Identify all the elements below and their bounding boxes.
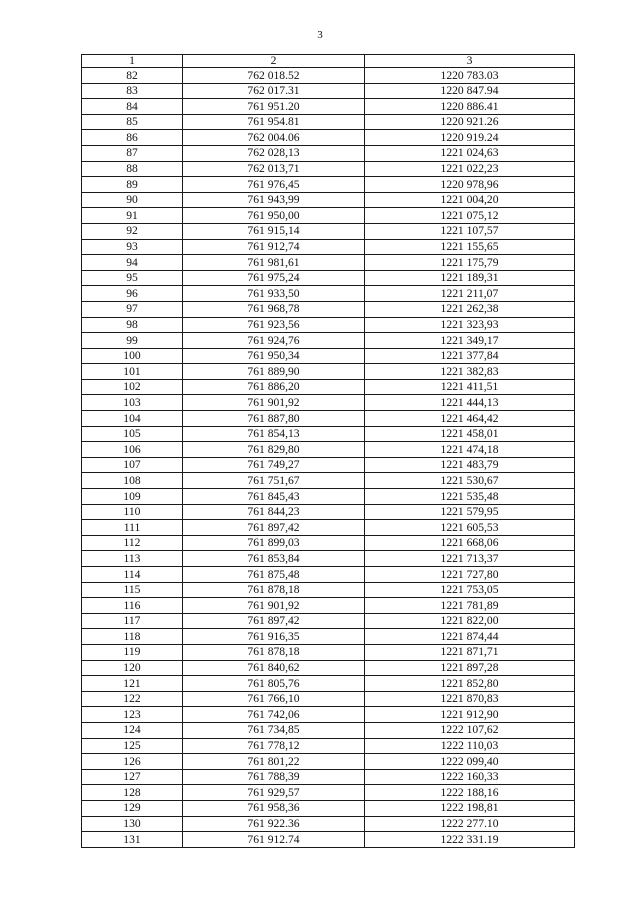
point-number-cell: 82 bbox=[82, 68, 183, 84]
coordinate-y-cell: 1221 211,07 bbox=[365, 286, 575, 302]
coordinate-y-cell: 1221 155,65 bbox=[365, 239, 575, 255]
coordinate-x-cell: 761 951.20 bbox=[183, 99, 365, 115]
table-row bbox=[82, 395, 575, 411]
coordinate-x-cell: 761 878,18 bbox=[183, 582, 365, 598]
coordinate-y-cell: 1221 727,80 bbox=[365, 567, 575, 583]
table-row bbox=[82, 379, 575, 395]
coordinate-x-cell: 761 801,22 bbox=[183, 754, 365, 770]
table-row bbox=[82, 364, 575, 380]
table-row bbox=[82, 676, 575, 692]
coordinate-x-cell: 761 875,48 bbox=[183, 567, 365, 583]
point-number-cell: 98 bbox=[82, 317, 183, 333]
point-number-cell: 122 bbox=[82, 691, 183, 707]
point-number-cell: 97 bbox=[82, 301, 183, 317]
coordinate-x-cell: 761 915,14 bbox=[183, 223, 365, 239]
point-number-cell: 83 bbox=[82, 83, 183, 99]
table-row bbox=[82, 629, 575, 645]
point-number-cell: 123 bbox=[82, 707, 183, 723]
coordinate-y-cell: 1221 323,93 bbox=[365, 317, 575, 333]
table-row bbox=[82, 99, 575, 115]
table-row bbox=[82, 192, 575, 208]
coordinate-y-cell: 1222 099,40 bbox=[365, 754, 575, 770]
coordinate-y-cell: 1221 753,05 bbox=[365, 582, 575, 598]
coordinate-x-cell: 761 968,78 bbox=[183, 301, 365, 317]
table-row bbox=[82, 551, 575, 567]
coordinate-y-cell: 1221 022,23 bbox=[365, 161, 575, 177]
point-number-cell: 107 bbox=[82, 457, 183, 473]
table-row bbox=[82, 130, 575, 146]
coordinate-y-cell: 1221 871,71 bbox=[365, 644, 575, 660]
point-number-cell: 84 bbox=[82, 99, 183, 115]
point-number-cell: 128 bbox=[82, 785, 183, 801]
coordinate-x-cell: 761 840,62 bbox=[183, 660, 365, 676]
point-number-cell: 102 bbox=[82, 379, 183, 395]
point-number-cell: 86 bbox=[82, 130, 183, 146]
point-number-cell: 100 bbox=[82, 348, 183, 364]
coordinate-x-cell: 761 922.36 bbox=[183, 816, 365, 832]
table-header-row bbox=[82, 55, 575, 68]
table-row bbox=[82, 691, 575, 707]
coordinate-x-cell: 762 028,13 bbox=[183, 145, 365, 161]
point-number-cell: 110 bbox=[82, 504, 183, 520]
table-row bbox=[82, 738, 575, 754]
coordinate-y-cell: 1221 668,06 bbox=[365, 535, 575, 551]
point-number-cell: 106 bbox=[82, 442, 183, 458]
coordinate-y-cell: 1221 458,01 bbox=[365, 426, 575, 442]
coordinate-x-cell: 761 897,42 bbox=[183, 613, 365, 629]
table-row bbox=[82, 286, 575, 302]
coordinate-x-cell: 761 805,76 bbox=[183, 676, 365, 692]
coordinate-x-cell: 762 017.31 bbox=[183, 83, 365, 99]
coordinate-y-cell: 1222 110,03 bbox=[365, 738, 575, 754]
point-number-cell: 88 bbox=[82, 161, 183, 177]
point-number-cell: 109 bbox=[82, 489, 183, 505]
coordinate-y-cell: 1222 277.10 bbox=[365, 816, 575, 832]
coordinate-x-cell: 761 954.81 bbox=[183, 114, 365, 130]
point-number-cell: 85 bbox=[82, 114, 183, 130]
coordinate-x-cell: 761 887,80 bbox=[183, 411, 365, 427]
coordinate-x-cell: 761 778,12 bbox=[183, 738, 365, 754]
point-number-cell: 131 bbox=[82, 832, 183, 848]
table-row bbox=[82, 769, 575, 785]
coordinate-x-cell: 761 854,13 bbox=[183, 426, 365, 442]
table-row bbox=[82, 442, 575, 458]
coordinate-x-cell: 761 901,92 bbox=[183, 598, 365, 614]
coordinate-x-cell: 761 916,35 bbox=[183, 629, 365, 645]
coordinate-y-cell: 1221 349,17 bbox=[365, 333, 575, 349]
coordinate-y-cell: 1221 464,42 bbox=[365, 411, 575, 427]
coordinate-x-cell: 761 829,80 bbox=[183, 442, 365, 458]
coordinate-x-cell: 761 788,39 bbox=[183, 769, 365, 785]
coordinate-x-cell: 761 943,99 bbox=[183, 192, 365, 208]
coordinate-y-cell: 1221 075,12 bbox=[365, 208, 575, 224]
point-number-cell: 120 bbox=[82, 660, 183, 676]
table-row bbox=[82, 177, 575, 193]
table-row bbox=[82, 161, 575, 177]
table-row bbox=[82, 145, 575, 161]
coordinate-y-cell: 1221 189,31 bbox=[365, 270, 575, 286]
coordinate-x-cell: 761 878,18 bbox=[183, 644, 365, 660]
point-number-cell: 113 bbox=[82, 551, 183, 567]
coordinate-x-cell: 761 924,76 bbox=[183, 333, 365, 349]
coordinate-x-cell: 761 853,84 bbox=[183, 551, 365, 567]
coordinate-y-cell: 1220 783.03 bbox=[365, 68, 575, 84]
table-row bbox=[82, 255, 575, 271]
column-header-3: 3 bbox=[365, 55, 575, 68]
coordinate-x-cell: 761 766,10 bbox=[183, 691, 365, 707]
point-number-cell: 118 bbox=[82, 629, 183, 645]
coordinate-y-cell: 1220 886.41 bbox=[365, 99, 575, 115]
table-row bbox=[82, 411, 575, 427]
coordinate-x-cell: 761 886,20 bbox=[183, 379, 365, 395]
coordinate-x-cell: 761 751,67 bbox=[183, 473, 365, 489]
point-number-cell: 115 bbox=[82, 582, 183, 598]
coordinate-x-cell: 761 976,45 bbox=[183, 177, 365, 193]
coordinate-x-cell: 761 950,34 bbox=[183, 348, 365, 364]
coordinate-x-cell: 761 844,23 bbox=[183, 504, 365, 520]
coordinate-y-cell: 1221 912,90 bbox=[365, 707, 575, 723]
table-row bbox=[82, 114, 575, 130]
coordinate-x-cell: 761 923,56 bbox=[183, 317, 365, 333]
coordinate-x-cell: 762 018.52 bbox=[183, 68, 365, 84]
column-header-1: 1 bbox=[82, 55, 183, 68]
coordinate-y-cell: 1220 978,96 bbox=[365, 177, 575, 193]
table-row bbox=[82, 317, 575, 333]
point-number-cell: 112 bbox=[82, 535, 183, 551]
coordinate-x-cell: 761 912,74 bbox=[183, 239, 365, 255]
coordinate-x-cell: 761 749,27 bbox=[183, 457, 365, 473]
coordinate-x-cell: 761 912.74 bbox=[183, 832, 365, 848]
table-row bbox=[82, 722, 575, 738]
coordinate-y-cell: 1221 377,84 bbox=[365, 348, 575, 364]
point-number-cell: 127 bbox=[82, 769, 183, 785]
coordinate-y-cell: 1221 262,38 bbox=[365, 301, 575, 317]
table-row bbox=[82, 426, 575, 442]
coordinate-y-cell: 1221 175,79 bbox=[365, 255, 575, 271]
point-number-cell: 95 bbox=[82, 270, 183, 286]
coordinate-y-cell: 1221 382,83 bbox=[365, 364, 575, 380]
point-number-cell: 103 bbox=[82, 395, 183, 411]
point-number-cell: 89 bbox=[82, 177, 183, 193]
coordinate-x-cell: 761 933,50 bbox=[183, 286, 365, 302]
coordinate-y-cell: 1221 605,53 bbox=[365, 520, 575, 536]
table-row bbox=[82, 707, 575, 723]
table-row bbox=[82, 473, 575, 489]
point-number-cell: 99 bbox=[82, 333, 183, 349]
point-number-cell: 87 bbox=[82, 145, 183, 161]
coordinate-y-cell: 1221 781,89 bbox=[365, 598, 575, 614]
table-row bbox=[82, 832, 575, 848]
column-header-2: 2 bbox=[183, 55, 365, 68]
table-row bbox=[82, 489, 575, 505]
table-row bbox=[82, 457, 575, 473]
page-number: 3 bbox=[317, 29, 323, 41]
coordinate-y-cell: 1222 198,81 bbox=[365, 800, 575, 816]
point-number-cell: 130 bbox=[82, 816, 183, 832]
table-row bbox=[82, 535, 575, 551]
point-number-cell: 111 bbox=[82, 520, 183, 536]
point-number-cell: 125 bbox=[82, 738, 183, 754]
coordinate-y-cell: 1221 004,20 bbox=[365, 192, 575, 208]
point-number-cell: 124 bbox=[82, 722, 183, 738]
coordinate-y-cell: 1221 474,18 bbox=[365, 442, 575, 458]
coordinate-y-cell: 1221 579,95 bbox=[365, 504, 575, 520]
coordinate-x-cell: 761 901,92 bbox=[183, 395, 365, 411]
point-number-cell: 114 bbox=[82, 567, 183, 583]
table-row bbox=[82, 208, 575, 224]
point-number-cell: 92 bbox=[82, 223, 183, 239]
coordinate-x-cell: 762 004.06 bbox=[183, 130, 365, 146]
coordinate-y-cell: 1221 024,63 bbox=[365, 145, 575, 161]
coordinate-y-cell: 1221 107,57 bbox=[365, 223, 575, 239]
coordinate-x-cell: 761 950,00 bbox=[183, 208, 365, 224]
table-row bbox=[82, 644, 575, 660]
coordinate-x-cell: 761 742,06 bbox=[183, 707, 365, 723]
coordinate-y-cell: 1222 331.19 bbox=[365, 832, 575, 848]
table-row bbox=[82, 598, 575, 614]
table-row bbox=[82, 504, 575, 520]
coordinate-y-cell: 1221 411,51 bbox=[365, 379, 575, 395]
coordinate-y-cell: 1221 530,67 bbox=[365, 473, 575, 489]
table-row bbox=[82, 660, 575, 676]
coordinate-y-cell: 1221 713,37 bbox=[365, 551, 575, 567]
point-number-cell: 91 bbox=[82, 208, 183, 224]
point-number-cell: 119 bbox=[82, 644, 183, 660]
table-row bbox=[82, 582, 575, 598]
table-row bbox=[82, 754, 575, 770]
coordinate-y-cell: 1221 822,00 bbox=[365, 613, 575, 629]
point-number-cell: 93 bbox=[82, 239, 183, 255]
table-row bbox=[82, 68, 575, 84]
coordinate-x-cell: 761 958,36 bbox=[183, 800, 365, 816]
coordinate-y-cell: 1221 870,83 bbox=[365, 691, 575, 707]
table-row bbox=[82, 239, 575, 255]
coordinate-x-cell: 761 929,57 bbox=[183, 785, 365, 801]
table-row bbox=[82, 816, 575, 832]
point-number-cell: 126 bbox=[82, 754, 183, 770]
point-number-cell: 105 bbox=[82, 426, 183, 442]
point-number-cell: 96 bbox=[82, 286, 183, 302]
table-row bbox=[82, 301, 575, 317]
point-number-cell: 94 bbox=[82, 255, 183, 271]
table-body bbox=[82, 68, 575, 848]
point-number-cell: 101 bbox=[82, 364, 183, 380]
point-number-cell: 90 bbox=[82, 192, 183, 208]
coordinate-y-cell: 1222 160,33 bbox=[365, 769, 575, 785]
coordinate-y-cell: 1220 921.26 bbox=[365, 114, 575, 130]
point-number-cell: 117 bbox=[82, 613, 183, 629]
point-number-cell: 104 bbox=[82, 411, 183, 427]
table-row bbox=[82, 348, 575, 364]
coordinate-x-cell: 761 845,43 bbox=[183, 489, 365, 505]
coordinate-y-cell: 1222 188,16 bbox=[365, 785, 575, 801]
point-number-cell: 116 bbox=[82, 598, 183, 614]
coordinate-y-cell: 1221 444,13 bbox=[365, 395, 575, 411]
coordinate-y-cell: 1221 874,44 bbox=[365, 629, 575, 645]
coordinate-y-cell: 1222 107,62 bbox=[365, 722, 575, 738]
coordinate-x-cell: 762 013,71 bbox=[183, 161, 365, 177]
point-number-cell: 129 bbox=[82, 800, 183, 816]
coordinate-x-cell: 761 899,03 bbox=[183, 535, 365, 551]
table-row bbox=[82, 520, 575, 536]
table-row bbox=[82, 333, 575, 349]
coordinate-y-cell: 1221 897,28 bbox=[365, 660, 575, 676]
table-row bbox=[82, 83, 575, 99]
coordinate-x-cell: 761 975,24 bbox=[183, 270, 365, 286]
coordinate-x-cell: 761 889,90 bbox=[183, 364, 365, 380]
table-row bbox=[82, 785, 575, 801]
table-row bbox=[82, 270, 575, 286]
coordinate-x-cell: 761 897,42 bbox=[183, 520, 365, 536]
coordinate-y-cell: 1220 919.24 bbox=[365, 130, 575, 146]
coordinate-x-cell: 761 981,61 bbox=[183, 255, 365, 271]
coordinate-y-cell: 1220 847.94 bbox=[365, 83, 575, 99]
coordinate-y-cell: 1221 852,80 bbox=[365, 676, 575, 692]
table-row bbox=[82, 800, 575, 816]
coordinates-table bbox=[81, 54, 575, 848]
coordinate-x-cell: 761 734,85 bbox=[183, 722, 365, 738]
point-number-cell: 108 bbox=[82, 473, 183, 489]
table-row bbox=[82, 567, 575, 583]
coordinate-y-cell: 1221 483,79 bbox=[365, 457, 575, 473]
coordinate-y-cell: 1221 535,48 bbox=[365, 489, 575, 505]
table-row bbox=[82, 223, 575, 239]
table-row bbox=[82, 613, 575, 629]
point-number-cell: 121 bbox=[82, 676, 183, 692]
